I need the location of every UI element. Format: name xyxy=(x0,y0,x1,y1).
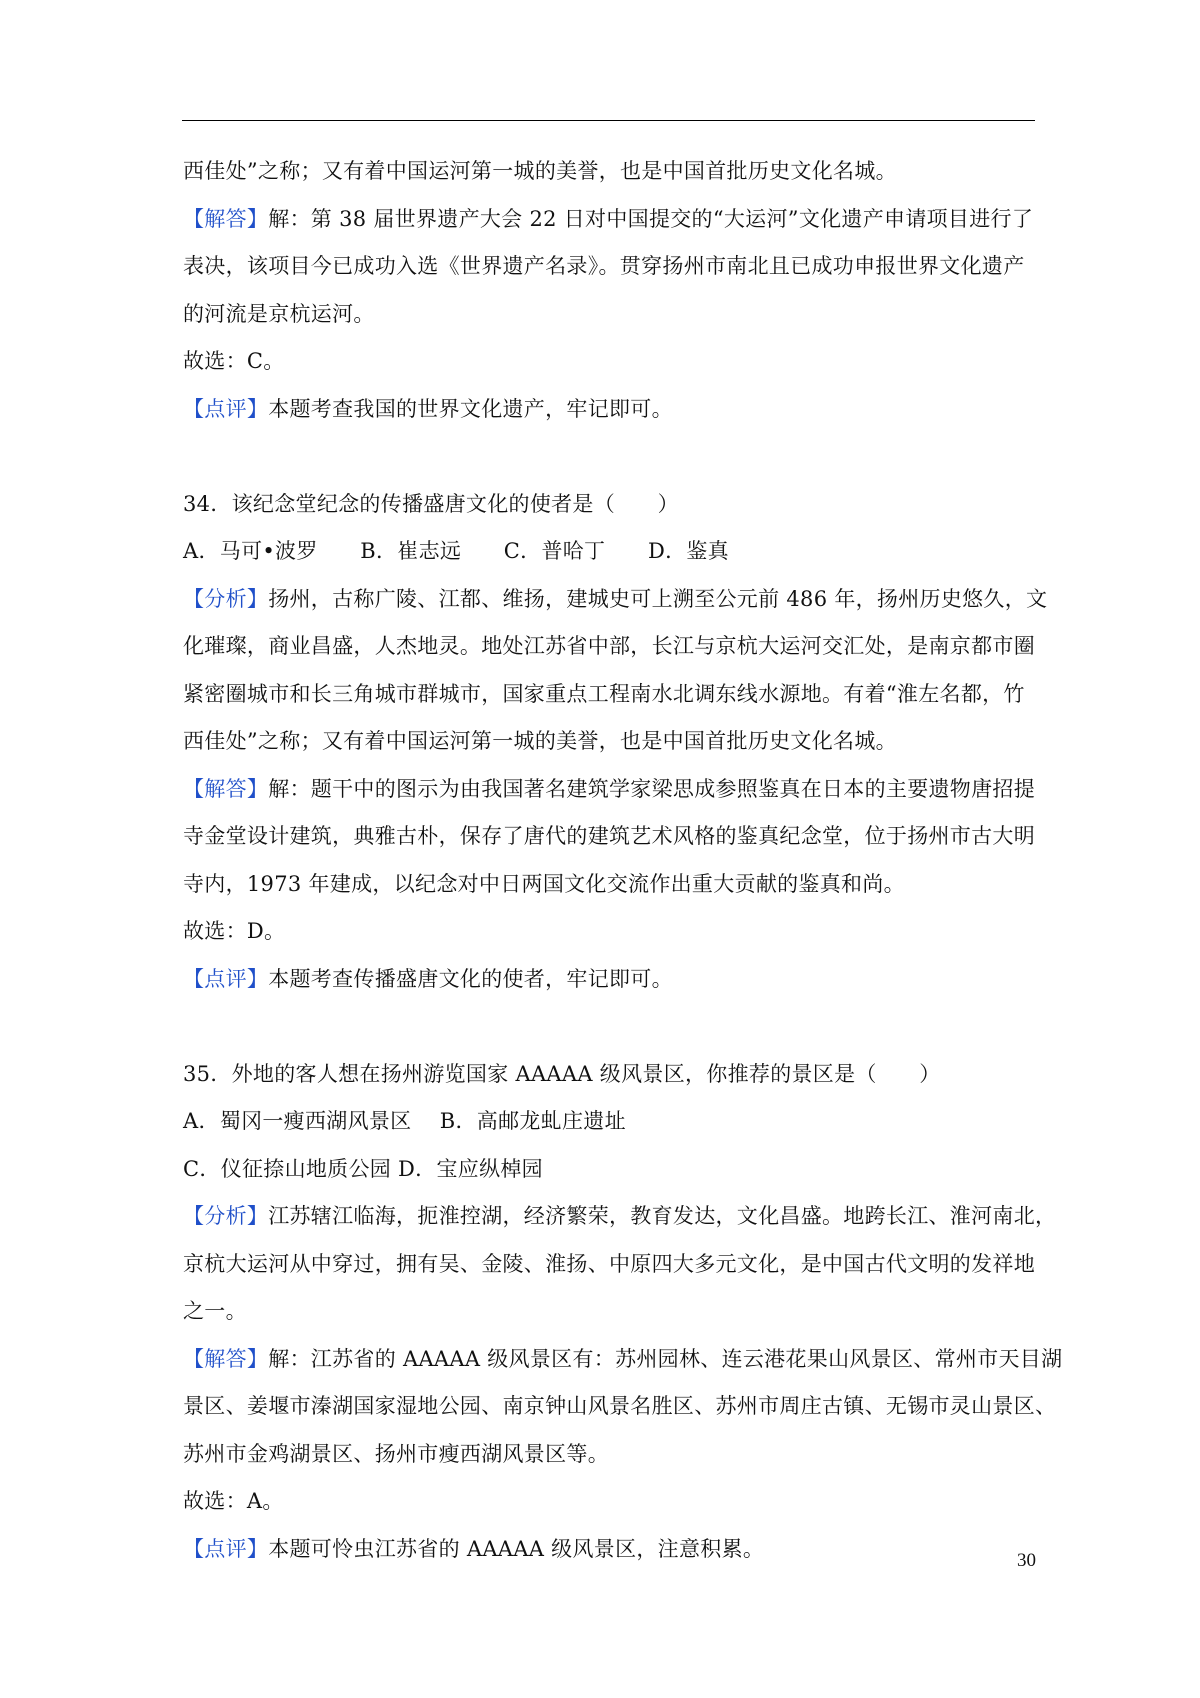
solution-tag: 【解答】 xyxy=(183,776,269,801)
analysis-tag: 【分析】 xyxy=(183,1204,269,1228)
q34-analysis-line-3: 紧密圈城市和长三角城市群城市，国家重点工程南水北调东线水源地。有着“淮左名都，竹 xyxy=(183,681,1025,706)
q35-options-line-2: C．仪征捺山地质公园 D．宝应纵棹园 xyxy=(183,1156,543,1181)
q35-comment: 【点评】本题可怜虫江苏省的 AAAAA 级风景区，注意积累。 xyxy=(183,1536,765,1561)
q33-comment: 【点评】本题考查我国的世界文化遗产，牢记即可。 xyxy=(183,396,673,421)
q34-solution-line-2: 寺金堂设计建筑，典雅古朴，保存了唐代的建筑艺术风格的鉴真纪念堂，位于扬州市古大明 xyxy=(183,824,1035,848)
analysis-continuation: 西佳处”之称；又有着中国运河第一城的美誉，也是中国首批历史文化名城。 xyxy=(183,159,897,183)
comment-tag: 【点评】 xyxy=(183,396,269,421)
q34-analysis-line-1: 【分析】扬州，古称广陵、江都、维扬，建城史可上溯至公元前 486 年，扬州历史悠久，文 xyxy=(183,586,1048,611)
q35-analysis-line-3: 之一。 xyxy=(183,1299,247,1323)
q34-solution-line-1: 【解答】解：题干中的图示为由我国著名建筑学家梁思成参照鉴真在日本的主要遗物唐招提 xyxy=(183,776,1035,801)
q35-solution-line-3: 苏州市金鸡湖景区、扬州市瘦西湖风景区等。 xyxy=(183,1441,609,1466)
q35-analysis-line-2: 京杭大运河从中穿过，拥有吴、金陵、淮扬、中原四大多元文化，是中国古代文明的发祥地 xyxy=(183,1251,1035,1276)
q34-options: A．马可•波罗 B．崔志远 C．普哈丁 D．鉴真 xyxy=(183,539,729,563)
q33-solution-line-2: 表决，该项目今已成功入选《世界遗产名录》。贯穿扬州市南北且已成功申报世界文化遗产 xyxy=(183,254,1025,278)
q35-options-line-1: A．蜀冈一瘦西湖风景区 B．高邮龙虬庄遗址 xyxy=(183,1109,626,1133)
q33-solution-line-1: 【解答】解：第 38 届世界遗产大会 22 日对中国提交的“大运河”文化遗产申请项目进行了 xyxy=(183,206,1034,231)
solution-tag: 【解答】 xyxy=(183,206,269,231)
q35-solution-line-1: 【解答】解：江苏省的 AAAAA 级风景区有：苏州园林、连云港花果山风景区、常州市天目湖 xyxy=(183,1346,1063,1371)
q34-analysis-line-4: 西佳处”之称；又有着中国运河第一城的美誉，也是中国首批历史文化名城。 xyxy=(183,729,897,753)
q34-answer: 故选：D。 xyxy=(183,919,286,943)
q35-stem: 35．外地的客人想在扬州游览国家 AAAAA 级风景区，你推荐的景区是（ ） xyxy=(183,1061,941,1086)
solution-tag: 【解答】 xyxy=(183,1346,269,1371)
q34-solution-line-3: 寺内，1973 年建成，以纪念对中日两国文化交流作出重大贡献的鉴真和尚。 xyxy=(183,871,905,896)
header-rule xyxy=(182,120,1035,121)
q35-answer: 故选：A。 xyxy=(183,1489,284,1513)
comment-tag: 【点评】 xyxy=(183,1536,269,1561)
q34-analysis-line-2: 化璀璨，商业昌盛，人杰地灵。地处江苏省中部，长江与京杭大运河交汇处，是南京都市圈 xyxy=(183,634,1035,658)
q33-answer: 故选：C。 xyxy=(183,349,285,373)
spacer xyxy=(183,1003,1035,1051)
q34-comment: 【点评】本题考查传播盛唐文化的使者，牢记即可。 xyxy=(183,966,673,991)
q35-solution-line-2: 景区、姜堰市溱湖国家湿地公园、南京钟山风景名胜区、苏州市周庄古镇、无锡市灵山景区、 xyxy=(183,1394,1057,1418)
page-content xyxy=(183,148,1063,1573)
page-number: 30 xyxy=(1017,1550,1036,1571)
analysis-tag: 【分析】 xyxy=(183,586,269,611)
q33-solution-line-3: 的河流是京杭运河。 xyxy=(183,301,375,326)
q35-analysis-line-1: 【分析】江苏辖江临海，扼淮控湖，经济繁荣，教育发达，文化昌盛。地跨长江、淮河南北， xyxy=(183,1204,1057,1228)
spacer xyxy=(183,433,1035,481)
comment-tag: 【点评】 xyxy=(183,966,269,991)
q34-stem: 34．该纪念堂纪念的传播盛唐文化的使者是（ ） xyxy=(183,491,679,516)
